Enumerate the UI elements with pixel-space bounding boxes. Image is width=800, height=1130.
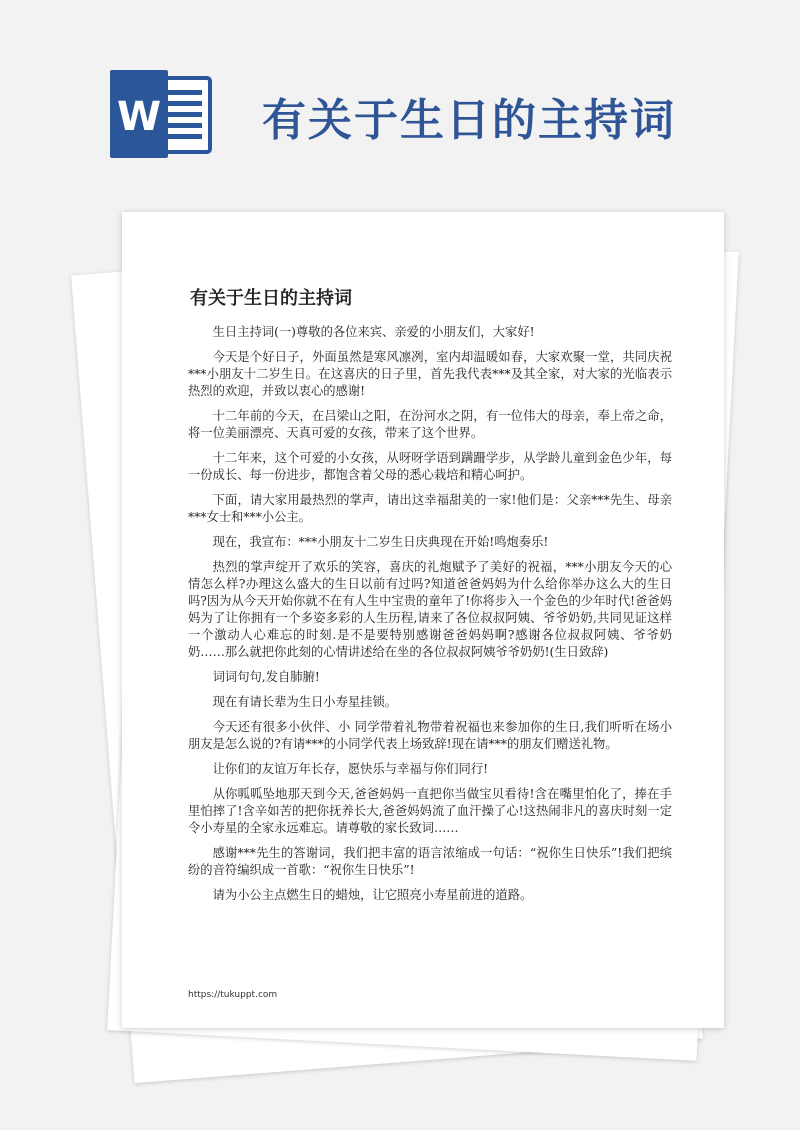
paragraph: 让你们的友谊万年长存，愿快乐与幸福与你们同行! (212, 762, 489, 776)
paragraph: 感谢***先生的答谢词，我们把丰富的语言浓缩成一句话：“祝你生日快乐”!我们把缤纷的音符编织成一首歌：“祝你生日快乐”! (188, 846, 672, 877)
paragraph: 从你呱呱坠地那天到今天,爸爸妈妈一直把你当做宝贝看待!含在嘴里怕化了，捧在手里怕摔了!含辛如苦的把你抚养长大,爸爸妈妈流了血汗操了心!这热闹非凡的喜庆时刻一定令小寿星的全家永远难忘。请尊敬的家长致词…… (188, 787, 672, 835)
paragraph: 今天还有很多小伙伴、小 同学带着礼物带着祝福也来参加你的生日,我们听听在场小朋友是怎么说的?有请***的小同学代表上场致辞!现在请***的朋友们赠送礼物。 (188, 720, 672, 751)
paragraph: 今天是个好日子，外面虽然是寒风凛冽，室内却温暖如春，大家欢聚一堂，共同庆祝***小朋友十二岁生日。在这喜庆的日子里，首先我代表***及其全家，对大家的光临表示热烈的欢迎，并致以衷心的感谢! (188, 350, 672, 398)
word-logo-letter: W (116, 94, 162, 140)
paragraph: 十二年前的今天，在吕梁山之阳，在汾河水之阴，有一位伟大的母亲，奉上帝之命，将一位美丽漂亮、天真可爱的女孩，带来了这个世界。 (188, 409, 672, 440)
header-title: 有关于生日的主持词 (262, 95, 676, 146)
paragraph: 词词句句,发自肺腑! (212, 670, 320, 684)
document-page (122, 212, 724, 1028)
paragraph: 十二年来，这个可爱的小女孩，从呀呀学语到蹒跚学步，从学龄儿童到金色少年，每一份成长、每一份进步，都饱含着父母的悉心栽培和精心呵护。 (188, 451, 672, 482)
paragraph: 生日主持词(一)尊敬的各位来宾、亲爱的小朋友们，大家好! (212, 325, 535, 339)
footer-url[interactable]: https://tukuppt.com (188, 990, 278, 1000)
paragraph: 下面，请大家用最热烈的掌声，请出这幸福甜美的一家!他们是：父亲***先生、母亲***女士和***小公主。 (188, 493, 672, 524)
paragraph: 热烈的掌声绽开了欢乐的笑容，喜庆的礼炮赋予了美好的祝福，***小朋友今天的心情怎么样?办理这么盛大的生日以前有过吗?知道爸爸妈妈为什么给你举办这么大的生日吗?因为从今天开始你就不在有人生中宝贵的童年了!你将步入一个金色的少年时代!爸爸妈妈为了让你拥有一个多姿多彩的人生历程,请来了各位叔叔阿姨、爷爷奶奶,共同见证这样一个激动人心难忘的时刻.是不是要特别感谢爸爸妈妈啊?感谢各位叔叔阿姨、爷爷奶奶……那么就把你此刻的心情讲述给在坐的各位叔叔阿姨爷爷奶奶!(生日致辞) (188, 560, 672, 659)
paragraph: 现在，我宣布：***小朋友十二岁生日庆典现在开始!鸣炮奏乐! (212, 535, 549, 549)
word-document-icon (108, 70, 216, 158)
document-title: 有关于生日的主持词 (190, 288, 352, 309)
paragraph: 请为小公主点燃生日的蜡烛，让它照亮小寿星前进的道路。 (212, 888, 533, 902)
paragraph: 现在有请长辈为生日小寿星挂锁。 (212, 695, 398, 709)
document-body (188, 324, 672, 912)
